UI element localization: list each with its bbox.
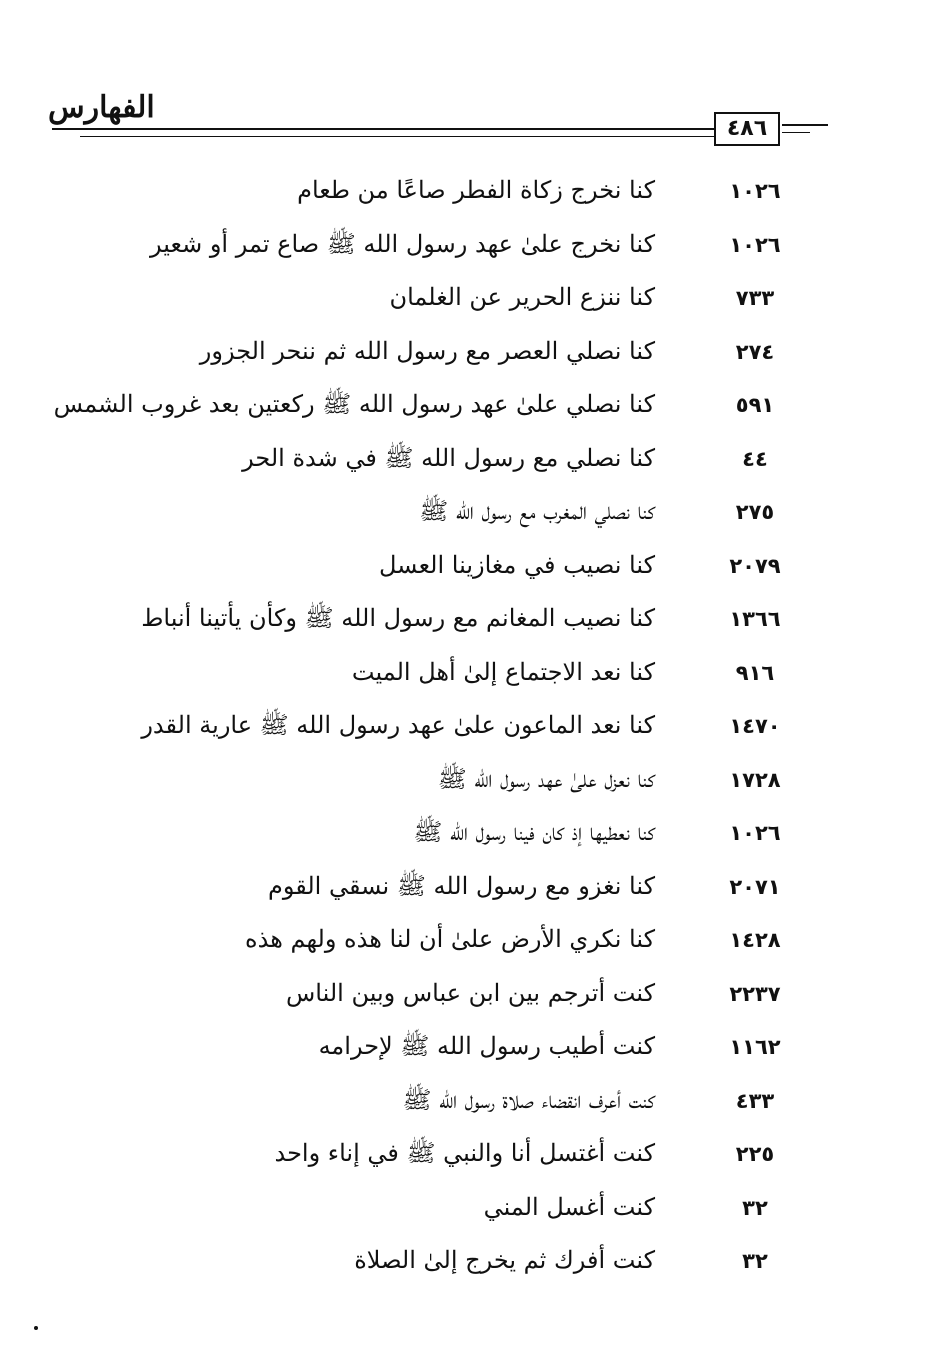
index-entry xyxy=(0,593,935,641)
entry-text: كنت أترجم بين ابن عباس وبين الناس xyxy=(286,978,655,1007)
index-entry xyxy=(0,1021,935,1069)
entry-number: ١٠٢٦ xyxy=(729,179,781,203)
entry-text: كنا نغزو مع رسول الله ﷺ نسقي القوم xyxy=(267,871,655,900)
entry-number: ١٧٢٨ xyxy=(729,767,781,792)
entry-number: ١٤٧٠ xyxy=(729,714,781,738)
index-entry xyxy=(0,540,935,588)
header-rule xyxy=(80,136,714,137)
page-number: ٤٨٦ xyxy=(714,112,780,146)
entry-number: ٣٢ xyxy=(742,1249,768,1273)
index-entry xyxy=(0,486,935,534)
entry-text: كنا نعد الماعون علىٰ عهد رسول الله ﷺ عارية القدر xyxy=(141,711,655,739)
entry-text: كنا نصلي مع رسول الله ﷺ في شدة الحر xyxy=(242,443,655,472)
entry-number: ٥٩١ xyxy=(735,393,775,417)
index-entry xyxy=(0,647,935,695)
index-entry xyxy=(0,326,935,374)
header-rule xyxy=(52,128,714,130)
entry-text: كنا نصلي علىٰ عهد رسول الله ﷺ ركعتين بعد غروب الشمس xyxy=(53,390,655,418)
index-entry xyxy=(0,1235,935,1283)
entry-text: كنا نصيب في مغازينا العسل xyxy=(379,550,655,579)
header-rule xyxy=(782,124,828,126)
entry-text: كنا نخرج زكاة الفطر صاعًا من طعام xyxy=(297,176,655,204)
index-entry xyxy=(0,754,935,802)
entry-text: كنا نعد الاجتماع إلىٰ أهل الميت xyxy=(351,657,655,686)
page-mark xyxy=(34,1326,38,1330)
header-rule xyxy=(782,132,810,133)
index-entry xyxy=(0,433,935,481)
entry-text: كنت أغسل المني xyxy=(483,1192,655,1221)
entry-text: كنا ننزع الحرير عن الغلمان xyxy=(389,283,655,311)
entry-number: ١١٦٢ xyxy=(729,1035,781,1059)
page-header xyxy=(0,0,935,160)
entry-number: ٤٤ xyxy=(742,446,768,471)
entry-number: ٣٢ xyxy=(742,1195,768,1220)
index-entry xyxy=(0,807,935,855)
index-entry xyxy=(0,700,935,748)
entry-number: ١٠٢٦ xyxy=(729,232,781,257)
index-entry xyxy=(0,1075,935,1123)
index-entry xyxy=(0,272,935,320)
entry-text: كنت أطيب رسول الله ﷺ لإحرامه xyxy=(318,1032,655,1060)
entry-number: ٢٢٥ xyxy=(735,1142,775,1166)
entry-number: ٢٧٥ xyxy=(735,500,775,524)
entry-text: كنا نعزل علىٰ عهد رسول الله ﷺ xyxy=(437,764,655,793)
entry-number: ٢٢٣٧ xyxy=(729,981,781,1006)
index-entry xyxy=(0,1182,935,1230)
entry-number: ١٣٦٦ xyxy=(729,607,781,631)
index-entry xyxy=(0,165,935,213)
section-title: الفهارس xyxy=(48,90,155,125)
index-entry xyxy=(0,861,935,909)
index-entry xyxy=(0,219,935,267)
entry-number: ٢٧٤ xyxy=(735,339,775,364)
entry-number: ١٠٢٦ xyxy=(729,821,781,845)
entry-text: كنت أعرف انقضاء صلاة رسول الله ﷺ xyxy=(402,1085,655,1114)
entry-number: ٧٣٣ xyxy=(735,286,775,310)
entry-text: كنا نعطيها إذ كان فينا رسول الله ﷺ xyxy=(413,818,655,846)
entry-text: كنا نكري الأرض علىٰ أن لنا هذه ولهم هذه xyxy=(245,925,655,953)
entry-number: ٢٠٧٩ xyxy=(729,553,781,578)
entry-text: كنت أغتسل أنا والنبي ﷺ في إناء واحد xyxy=(274,1139,655,1167)
entry-text: كنت أفرك ثم يخرج إلىٰ الصلاة xyxy=(354,1246,655,1274)
entry-number: ٤٣٣ xyxy=(735,1088,775,1113)
index-entry xyxy=(0,968,935,1016)
index-entry xyxy=(0,379,935,427)
entry-text: كنا نصيب المغانم مع رسول الله ﷺ وكأن يأتينا أنباط xyxy=(141,604,655,632)
entry-number: ١٤٢٨ xyxy=(729,928,781,952)
index-entry xyxy=(0,914,935,962)
entry-text: كنا نصلي العصر مع رسول الله ثم ننحر الجزور xyxy=(199,336,655,365)
entry-number: ٢٠٧١ xyxy=(729,874,781,899)
entry-number: ٩١٦ xyxy=(735,660,775,685)
index-entry xyxy=(0,1128,935,1176)
entry-text: كنا نصلي المغرب مع رسول الله ﷺ xyxy=(419,497,655,525)
entry-text: كنا نخرج علىٰ عهد رسول الله ﷺ صاع تمر أو شعير xyxy=(150,229,655,258)
